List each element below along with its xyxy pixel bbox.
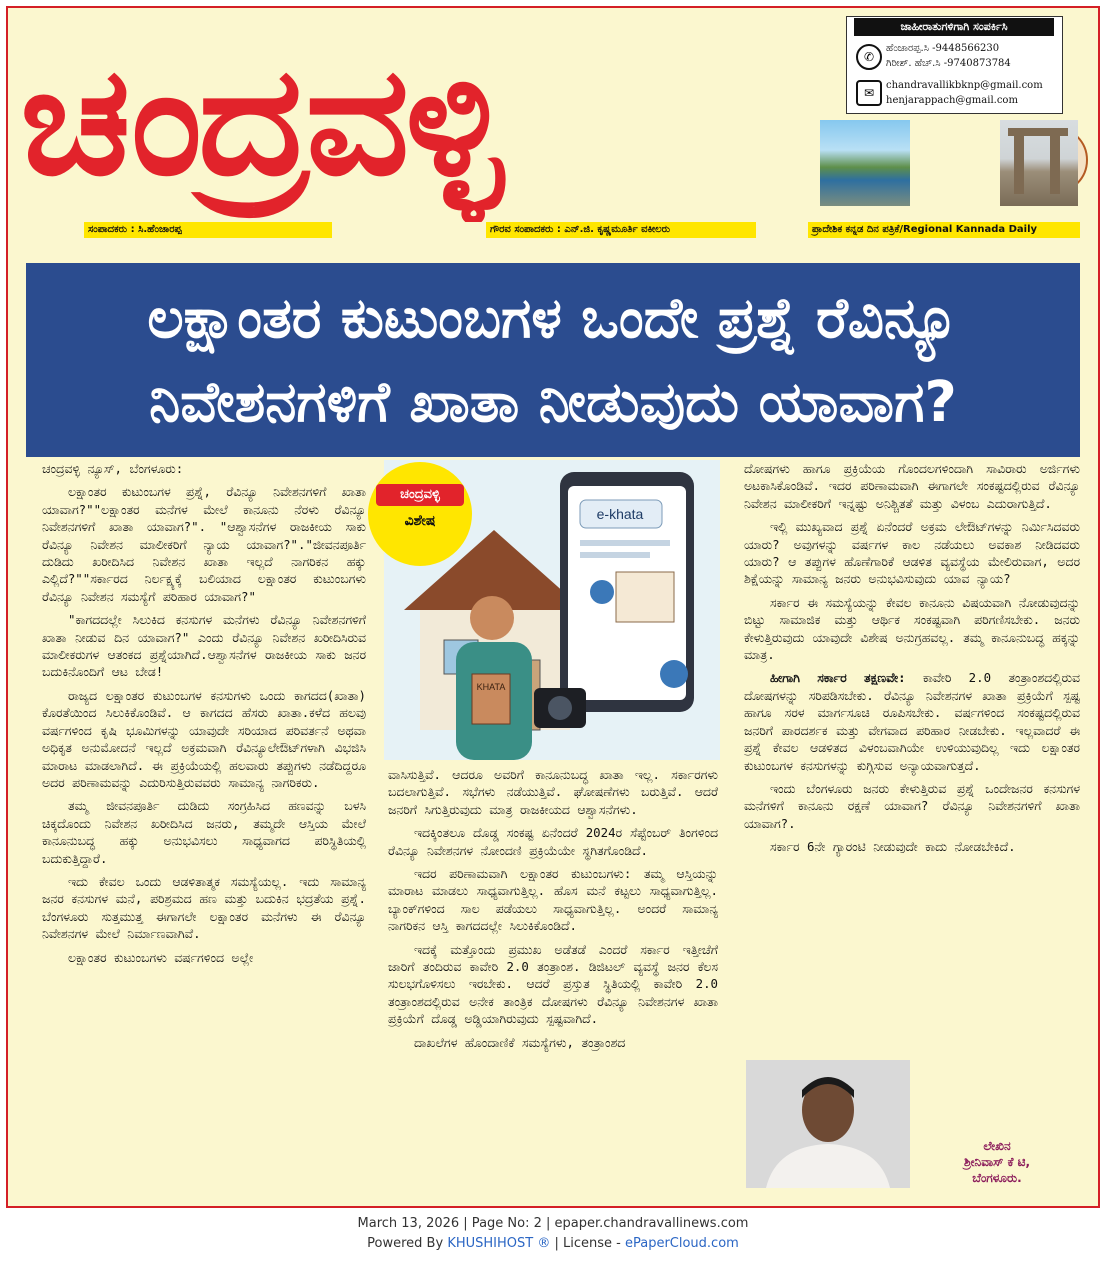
epapercloud-link[interactable]: ePaperCloud.com <box>624 1236 739 1251</box>
paragraph: ರಾಜ್ಯದ ಲಕ್ಷಾಂತರ ಕುಟುಂಬಗಳ ಕನಸುಗಳು ಒಂದು ಕಾಗದದ(ಖಾತಾ) ಕೊರತೆಯಿಂದ ಸಿಲುಕಿಕೊಂಡಿವೆ. ಆ ಕಾಗದದ ಹೆಸರು ಖಾತಾ.ಕಳೆದ ಹಲವು ವರ್ಷಗಳಿಂದ ಕೃಷಿ ಭೂಮಿಗಳನ್ನು ಯಾವುದೇ ಸರಿಯಾದ ಪರಿವರ್ತನೆ ಅಥವಾ ಅಧಿಕೃತ ಅನುಮೋದನೆ ಇಲ್ಲದೆ ಅಕ್ರಮವಾಗಿ ರೆವಿನ್ಯೂಲೇಔಟ್‌ಗಳಾಗಿ ವಿಭಜಿಸಿ ಮಾರಾಟ ಮಾಡಲಾಗಿದೆ. ಈ ಪ್ರಕ್ರಿಯೆಯಲ್ಲಿ ಹಲವಾರು ತಪ್ಪುಗಳು ನಡೆದಿದ್ದರೂ ಅದರ ಪರಿಣಾಮವನ್ನು ಎದುರಿಸುತ್ತಿರುವವರು ಸಾಮಾನ್ಯ ನಾಗರಿಕರು. <box>42 687 366 790</box>
contact-phone-2: ಗಿರೀಶ್. ಹೆಚ್.ಸಿ -9740873784 <box>886 58 1011 69</box>
paragraph: ತಮ್ಮ ಜೀವನಪೂರ್ತಿ ದುಡಿದು ಸಂಗ್ರಹಿಸಿದ ಹಣವನ್ನು ಬಳಸಿ ಚಿಕ್ಕದೊಂದು ನಿವೇಶನ ಖರೀದಿಸಿದ ಜನರು, ತಮ್ಮದೇ ಆಸ್ತಿಯ ಮೇಲೆ ಕಾನೂನುಬದ್ಧ ಹಕ್ಕು ಅನುಭವಿಸಲು ಸಾಧ್ಯವಾಗದ ಪರಿಸ್ಥಿತಿಯಲ್ಲಿ ಬದುಕುತ್ತಿದ್ದಾರೆ. <box>42 798 366 866</box>
headline-line-1: ಲಕ್ಷಾಂತರ ಕುಟುಂಬಗಳ ಒಂದೇ ಪ್ರಶ್ನೆ ರೆವಿನ್ಯೂ <box>147 286 959 351</box>
masthead-photos <box>820 120 1078 216</box>
author-label: ಲೇಖಿನ <box>983 1139 1011 1153</box>
paragraph: ವಾಸಿಸುತ್ತಿವೆ. ಆದರೂ ಅವರಿಗೆ ಕಾನೂನುಬದ್ಧ ಖಾತಾ ಇಲ್ಲ. ಸರ್ಕಾರಗಳು ಬದಲಾಗುತ್ತಿವೆ. ಸಭೆಗಳು ನಡೆಯುತ್ತಿವೆ. ಘೋಷಣೆಗಳು ಬರುತ್ತಿವೆ. ಆದರೆ ಜನರಿಗೆ ಸಿಗುತ್ತಿರುವುದು ಮಾತ್ರ ರಾಜಕೀಯದ ಆಶ್ವಾಸನೆಗಳು. <box>388 767 718 817</box>
pillar-right <box>1050 134 1060 194</box>
paragraph: ಇದಕ್ಕಿಂತಲೂ ದೊಡ್ಡ ಸಂಕಷ್ಟ ಏನೆಂದರೆ 2024ರ ಸೆಪ್ಟೆಂಬರ್ ತಿಂಗಳಿಂದ ರೆವಿನ್ಯೂ ನಿವೇಶನಗಳ ನೋಂದಣಿ ಪ್ರಕ್ರಿಯೆಯೇ ಸ್ಥಗಿತಗೊಂಡಿದೆ. <box>388 825 718 858</box>
emblem-panel <box>916 120 996 206</box>
paragraph: ಲಕ್ಷಾಂತರ ಕುಟುಂಬಗಳ ಪ್ರಶ್ನೆ, ರೆವಿನ್ಯೂ ನಿವೇಶನಗಳಿಗೆ ಖಾತಾ ಯಾವಾಗ?""ಲಕ್ಷಾಂತರ ಮನೆಗಳ ಮೇಲೆ ಕಾನೂನು ನೆರಳು ರೆವಿನ್ಯೂ ನಿವೇಶನಗಳಿಗೆ ಖಾತಾ ಯಾವಾಗ?". "ಆಶ್ವಾಸನೆಗಳ ರಾಜಕೀಯ ಸಾಕು ರೆವಿನ್ಯೂ ನಿವೇಶನ ಮಾಲೀಕರಿಗೆ ನ್ಯಾಯ ಯಾವಾಗ?"."ಜೀವನಪೂರ್ತಿ ದುಡಿದು ಖರೀದಿಸಿದ ನಿವೇಶನ ಖಾತಾ ಇಲ್ಲದೆ ನಾಗರಿಕನ ಹಕ್ಕು ಎಲ್ಲಿದೆ?""ಸರ್ಕಾರದ ನಿರ್ಲಕ್ಷ್ಯಕ್ಕೆ ಬಲಿಯಾದ ಲಕ್ಷಾಂತರ ಕುಟುಂಬಗಳು ರೆವಿನ್ಯೂ ನಿವೇಶನ ಸಮಸ್ಯೆಗೆ ಪರಿಹಾರ ಯಾವಾಗ?" <box>42 484 366 604</box>
folder-label: KHATA <box>476 682 506 692</box>
screen-label: e-khata <box>596 506 644 522</box>
paragraph: "ಕಾಗದದಲ್ಲೇ ಸಿಲುಕಿದ ಕನಸುಗಳ ಮನೆಗಳು ರೆವಿನ್ಯೂ ನಿವೇಶನಗಳಿಗೆ ಖಾತಾ ನೀಡುವ ದಿನ ಯಾವಾಗ?" ಎಂದು ರೆವಿನ್ಯೂ ನಿವೇಶನ ಖರೀದಿಸಿರುವ ಮಾಲೀಕರುಗಳ ಆತಂಕದ ಪ್ರಶ್ನೆಯಾಗಿದೆ.ಆಶ್ವಾಸನೆಗಳ ರಾಜಕೀಯ ಸಾಕು ಜನರ ಬದುಕಿನೊಂದಿಗೆ ಆಟ ಬೇಡ! <box>42 612 366 680</box>
paragraph: ಲಕ್ಷಾಂತರ ಕುಟುಂಬಗಳು ವರ್ಷಗಳಿಂದ ಅಲ್ಲೇ <box>68 949 254 965</box>
author-credit <box>922 1138 1072 1186</box>
contact-heading: ಜಾಹೀರಾತುಗಳಿಗಾಗಿ ಸಂಪರ್ಕಿಸಿ <box>854 18 1054 36</box>
paragraph: ದಾಖಲೆಗಳ ಹೊಂದಾಣಿಕೆ ಸಮಸ್ಯೆಗಳು, ತಂತ್ರಾಂಶದ <box>414 1034 626 1050</box>
page-footer <box>0 1214 1106 1254</box>
masthead-title: ಚಂದ್ರವಳ್ಳಿ <box>20 35 500 209</box>
paragraph: ಸರ್ಕಾರ 6ನೇ ಗ್ಯಾರಂಟಿ ನೀಡುವುದೇ ಕಾದು ನೋಡಬೇಕಿದೆ. <box>770 839 1016 855</box>
pillar-lintel <box>1008 128 1068 136</box>
contact-phone-1: ಹೆಂಜಾರಪ್ಪ.ಸಿ -9448566230 <box>886 43 1000 54</box>
author-place: ಬೆಂಗಳೂರು. <box>972 1171 1022 1185</box>
paragraph: ಇದರ ಪರಿಣಾಮವಾಗಿ ಲಕ್ಷಾಂತರ ಕುಟುಂಬಗಳು: ತಮ್ಮ ಆಸ್ತಿಯನ್ನು ಮಾರಾಟ ಮಾಡಲು ಸಾಧ್ಯವಾಗುತ್ತಿಲ್ಲ. ಹೊಸ ಮನೆ ಕಟ್ಟಲು ಸಾಧ್ಯವಾಗುತ್ತಿಲ್ಲ. ಬ್ಯಾಂಕ್‌ಗಳಿಂದ ಸಾಲ ಪಡೆಯಲು ಸಾಧ್ಯವಾಗುತ್ತಿಲ್ಲ. ಅಂದರೆ ಸಾಮಾನ್ಯ ನಾಗರಿಕನ ಆಸ್ತಿ ಕಾಗದದಲ್ಲೇ ಸಿಲುಕಿಕೊಂಡಿದೆ. <box>388 866 718 934</box>
badge-line-1: ಚಂದ್ರವಳ್ಳಿ <box>376 484 464 506</box>
paragraph: ಸರ್ಕಾರ ಈ ಸಮಸ್ಯೆಯನ್ನು ಕೇವಲ ಕಾನೂನು ವಿಷಯವಾಗಿ ನೋಡುವುದನ್ನು ಬಿಟ್ಟು ಸಾಮಾಜಿಕ ಮತ್ತು ಆರ್ಥಿಕ ಸಂಕಷ್ಟವಾಗಿ ಪರಿಗಣಿಸಬೇಕು. ಜನರು ಕೇಳುತ್ತಿರುವುದು ಯಾವುದೇ ವಿಶೇಷ ಅನುಗ್ರಹವಲ್ಲ. ತಮ್ಮ ಕಾನೂನುಬದ್ಧ ಹಕ್ಕನ್ನು ಮಾತ್ರ. <box>744 594 1080 663</box>
contact-email-2: henjarappach@gmail.com <box>886 95 1018 106</box>
article-column-3 <box>744 460 1080 1060</box>
paragraph <box>744 669 1080 773</box>
dam-photo <box>820 120 910 206</box>
contact-email-1: chandravallikbknp@gmail.com <box>886 80 1043 91</box>
paragraph: ಇಲ್ಲಿ ಮುಖ್ಯವಾದ ಪ್ರಶ್ನೆ ಏನೆಂದರೆ ಅಕ್ರಮ ಲೇಔಟ್‌ಗಳನ್ನು ನಿರ್ಮಿಸಿದವರು ಯಾರು? ಅವುಗಳನ್ನು ವರ್ಷಗಳ ಕಾಲ ನಡೆಯಲು ಅವಕಾಶ ನೀಡಿದವರು ಯಾರು? ಆ ತಪ್ಪುಗಳ ಹೊಣೆಗಾರಿಕೆ ಆಡಳಿತ ವ್ಯವಸ್ಥೆಯ ಮೇಲಿರುವಾಗ, ಅದರ ಶಿಕ್ಷೆಯನ್ನು ಸಾಮಾನ್ಯ ಜನರು ಅನುಭವಿಸುವುದು ಯಾವ ನ್ಯಾಯ? <box>744 519 1080 587</box>
paragraph-body: ಕಾವೇರಿ 2.0 ತಂತ್ರಾಂಶದಲ್ಲಿರುವ ದೋಷಗಳನ್ನು ಸರಿಪಡಿಸಬೇಕು. ರೆವಿನ್ಯೂ ನಿವೇಶನಗಳ ಖಾತಾ ಪ್ರಕ್ರಿಯೆಗೆ ಸ್ಪಷ್ಟ ಹಾಗೂ ಸರಳ ಮಾರ್ಗಸೂಚಿ ರೂಪಿಸಬೇಕು. ವರ್ಷಗಳಿಂದ ಸಂಕಷ್ಟದಲ್ಲಿರುವ ಜನರಿಗೆ ಪಾರದರ್ಶಕ ಮತ್ತು ವೇಗವಾದ ಪರಿಹಾರ ನೀಡಬೇಕು. ಇಲ್ಲವಾದರೆ ಈ ಪ್ರಶ್ನೆ ಕೇವಲ ಆಡಳಿತದ ವಿಳಂಬವಾಗಿಯೇ ಉಳಿಯುವುದಿಲ್ಲ ಇದು ಲಕ್ಷಾಂತರ ಕುಟುಂಬಗಳ ಕನಸುಗಳನ್ನು ಕುಗ್ಗಿಸುವ ಅನ್ಯಾಯವಾಗುತ್ತದೆ. <box>744 670 1080 773</box>
tagline-bar: ಪ್ರಾದೇಶಿಕ ಕನ್ನಡ ದಿನ ಪತ್ರಿಕೆ/Regional Kannada Daily <box>808 222 1080 238</box>
pillar-left <box>1014 134 1024 194</box>
paragraph: ಇಂದು ಬೆಂಗಳೂರು ಜನರು ಕೇಳುತ್ತಿರುವ ಪ್ರಶ್ನೆ ಒಂದೇಜನರ ಕನಸುಗಳ ಮನೆಗಳಿಗೆ ಕಾನೂನು ರಕ್ಷಣೆ ಯಾವಾಗ? ರೆವಿನ್ಯೂ ನಿವೇಶನಗಳಿಗೆ ಖಾತಾ ಯಾವಾಗ?. <box>744 780 1080 831</box>
headline-banner <box>26 263 1080 457</box>
author-name: ಶ್ರೀನಿವಾಸ್ ಕೆ ಟಿ, <box>963 1155 1031 1169</box>
temple-ruins-photo <box>1000 120 1078 206</box>
article-column-1 <box>42 460 366 1190</box>
headline-line-2: ನಿವೇಶನಗಳಿಗೆ ಖಾತಾ ನೀಡುವುದು ಯಾವಾಗ? <box>149 370 957 435</box>
powered-by-text: Powered By <box>367 1236 444 1251</box>
author-photo <box>746 1060 910 1188</box>
special-badge <box>368 462 472 566</box>
footer-credits <box>0 1234 1106 1254</box>
badge-line-2: ವಿಶೇಷ <box>404 513 436 529</box>
editor-bar: ಸಂಪಾದಕರು : ಸಿ.ಹೆಂಜಾರಪ್ಪ <box>84 222 332 238</box>
footer-date-page: March 13, 2026 | Page No: 2 | epaper.chandravallinews.com <box>357 1216 749 1231</box>
paragraph: ಇದು ಕೇವಲ ಒಂದು ಆಡಳಿತಾತ್ಮಕ ಸಮಸ್ಯೆಯಲ್ಲ. ಇದು ಸಾಮಾನ್ಯ ಜನರ ಕನಸುಗಳ ಮನೆ, ಪರಿಶ್ರಮದ ಹಣ ಮತ್ತು ಬದುಕಿನ ಭದ್ರತೆಯ ಪ್ರಶ್ನೆ. ಬೆಂಗಳೂರು ಸುತ್ತಮುತ್ತ ಈಗಾಗಲೇ ಲಕ್ಷಾಂತರ ಮನೆಗಳು ಈ ರೆವಿನ್ಯೂ ನಿವೇಶನಗಳ ಮೇಲೆ ನಿರ್ಮಾಣವಾಗಿವೆ. <box>42 873 366 942</box>
khushihost-link[interactable]: KHUSHIHOST ® <box>447 1236 551 1251</box>
paragraph: ಇದಕ್ಕೆ ಮತ್ತೊಂದು ಪ್ರಮುಖ ಅಡೆತಡೆ ಎಂದರೆ ಸರ್ಕಾರ ಇತ್ತೀಚೆಗೆ ಜಾರಿಗೆ ತಂದಿರುವ ಕಾವೇರಿ 2.0 ತಂತ್ರಾಂಶ. ಡಿಜಿಟಲ್ ವ್ಯವಸ್ಥೆ ಜನರ ಕೆಲಸ ಸುಲಭಗೊಳಿಸಲು ಇರಬೇಕು. ಆದರೆ ಪ್ರಸ್ತುತ ಸ್ಥಿತಿಯಲ್ಲಿ ಕಾವೇರಿ 2.0 ತಂತ್ರಾಂಶದಲ್ಲಿರುವ ಅನೇಕ ತಾಂತ್ರಿಕ ದೋಷಗಳು ರೆವಿನ್ಯೂ ನಿವೇಶನಗಳ ಖಾತಾ ಪ್ರಕ್ರಿಯೆಗೆ ದೊಡ್ಡ ಅಡ್ಡಿಯಾಗಿರುವುದು ಸ್ಪಷ್ಟವಾಗಿದೆ. <box>388 941 718 1027</box>
article-column-2 <box>388 766 718 1190</box>
mail-icon: ✉ <box>856 80 882 106</box>
dateline: ಚಂದ್ರವಳ್ಳಿ ನ್ಯೂಸ್, ಬೆಂಗಳೂರು: <box>42 461 184 476</box>
paragraph: ದೋಷಗಳು ಹಾಗೂ ಪ್ರಕ್ರಿಯೆಯ ಗೊಂದಲಗಳಿಂದಾಗಿ ಸಾವಿರಾರು ಅರ್ಜಿಗಳು ಅಟಕಾಸಿಕೊಂಡಿವೆ. ಇದರ ಪರಿಣಾಮವಾಗಿ ಈಗಾಗಲೇ ಸಂಕಷ್ಟದಲ್ಲಿರುವ ರೆವಿನ್ಯೂ ನಿವೇಶನ ಮಾಲೀಕರಿಗೆ ಇನ್ನಷ್ಟು ಅನಿಶ್ಚಿತತೆ ಮತ್ತು ವಿಳಂಬ ಎದುರಾಗುತ್ತಿದೆ. <box>744 461 1080 511</box>
whatsapp-icon: ✆ <box>856 44 882 70</box>
paragraph-lead: ಹೀಗಾಗಿ ಸರ್ಕಾರ ತಕ್ಷಣವೇ: <box>770 670 906 686</box>
license-text: | License - <box>554 1236 621 1251</box>
honorary-editor-bar: ಗೌರವ ಸಂಪಾದಕರು : ಎನ್.ಜಿ. ಕೃಷ್ಣಮೂರ್ತಿ ವಕೀಲರು <box>486 222 756 238</box>
author-portrait <box>746 1060 910 1188</box>
